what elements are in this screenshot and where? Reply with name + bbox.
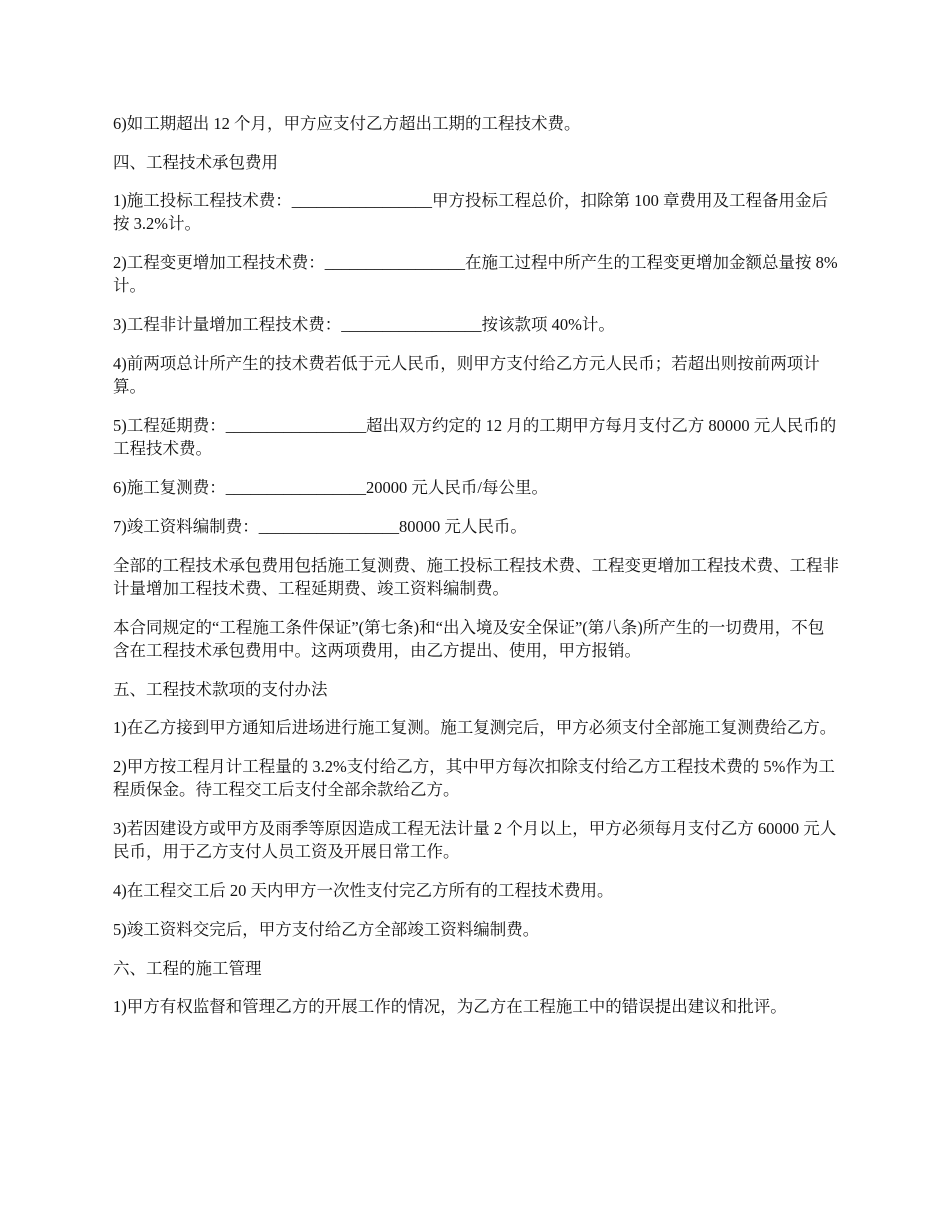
paragraph-payment-2: 2)甲方按工程月计工程量的 3.2%支付给乙方，其中甲方每次扣除支付给乙方工程技术费的 5%作为工程质保金。待工程交工后支付全部余款给乙方。 <box>113 757 835 799</box>
paragraph-fee-summary: 全部的工程技术承包费用包括施工复测费、施工投标工程技术费、工程变更增加工程技术费、工程非计量增加工程技术费、工程延期费、竣工资料编制费。 <box>113 556 839 598</box>
paragraph-item-4-minimum-fee: 4)前两项总计所产生的技术费若低于元人民币，则甲方支付给乙方元人民币；若超出则按前两项计算。 <box>113 354 820 396</box>
paragraph-item-2-change-fee: 2)工程变更增加工程技术费：_________________在施工过程中所产生的工程变更增加金额总量按 8%计。 <box>113 253 838 295</box>
paragraph-item-1-bid-fee: 1)施工投标工程技术费：_________________甲方投标工程总价，扣除第 100 章费用及工程备用金后按 3.2%计。 <box>113 191 828 233</box>
paragraph-excluded-costs: 本合同规定的“工程施工条件保证”(第七条)和“出入境及安全保证”(第八条)所产生的一切费用，不包含在工程技术承包费用中。这两项费用，由乙方提出、使用，甲方报销。 <box>113 618 825 660</box>
paragraph-item-6-resurvey-fee: 6)施工复测费：_________________20000 元人民币/每公里。 <box>113 478 548 497</box>
paragraph-payment-3: 3)若因建设方或甲方及雨季等原因造成工程无法计量 2 个月以上，甲方必须每月支付乙方 60000 元人民币，用于乙方支付人员工资及开展日常工作。 <box>113 819 837 861</box>
paragraph-management-1: 1)甲方有权监督和管理乙方的开展工作的情况，为乙方在工程施工中的错误提出建议和批评。 <box>113 997 787 1016</box>
paragraph-item-5-extension-fee: 5)工程延期费：_________________超出双方约定的 12 月的工期甲方每月支付乙方 80000 元人民币的工程技术费。 <box>113 416 837 458</box>
paragraph-item-6-overtime: 6)如工期超出 12 个月，甲方应支付乙方超出工期的工程技术费。 <box>113 114 581 133</box>
document-page <box>113 112 840 1034</box>
paragraph-payment-5: 5)竣工资料交完后，甲方支付给乙方全部竣工资料编制费。 <box>113 920 540 939</box>
paragraph-item-3-non-metered-fee: 3)工程非计量增加工程技术费：_________________按该款项 40%计。 <box>113 315 615 334</box>
section-heading-5: 五、工程技术款项的支付办法 <box>113 680 328 699</box>
paragraph-payment-4: 4)在工程交工后 20 天内甲方一次性支付完乙方所有的工程技术费用。 <box>113 881 614 900</box>
paragraph-item-7-completion-docs-fee: 7)竣工资料编制费：_________________80000 元人民币。 <box>113 517 527 536</box>
paragraph-payment-1: 1)在乙方接到甲方通知后进场进行施工复测。施工复测完后，甲方必须支付全部施工复测费给乙方。 <box>113 718 837 737</box>
section-heading-6: 六、工程的施工管理 <box>113 959 262 978</box>
section-heading-4: 四、工程技术承包费用 <box>113 153 278 172</box>
